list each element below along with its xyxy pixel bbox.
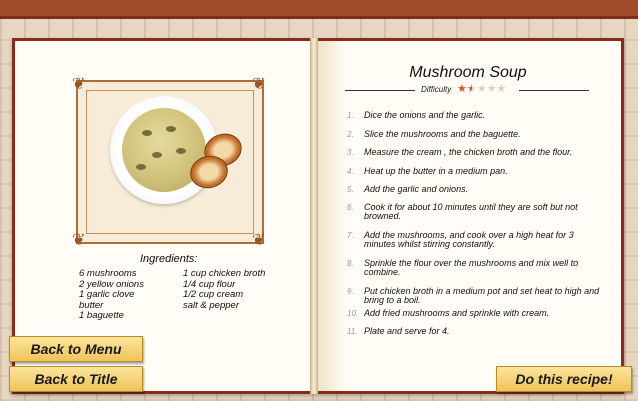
ingredient-item: 1 garlic clove: [79, 289, 135, 300]
ingredient-item: butter: [79, 299, 104, 311]
ingredients-heading: Ingredients:: [140, 253, 198, 265]
recipe-step: [345, 327, 605, 341]
ingredient-item: 1 cup chicken broth: [183, 268, 266, 279]
step-text: Sprinkle the flour over the mushrooms and mix well to combine.: [364, 258, 579, 277]
step-number: 5.: [347, 185, 354, 194]
recipe-step: [345, 287, 605, 309]
recipe-step: [345, 309, 605, 327]
do-this-recipe-button[interactable]: Do this recipe!: [496, 366, 632, 392]
book-spine: [310, 38, 318, 394]
recipe-step: [345, 259, 605, 287]
recipe-step: [345, 130, 605, 148]
recipe-step: [345, 203, 605, 231]
step-text: Add the mushrooms, and cook over a high heat for 3 minutes whilst stirring constantly.: [364, 230, 574, 249]
step-text: Plate and serve for 4.: [364, 326, 450, 336]
recipe-step: [345, 185, 605, 203]
star-icon: ★: [496, 82, 507, 95]
ingredient-item: 1/2 cup cream: [183, 289, 244, 300]
step-number: 3.: [347, 148, 354, 157]
ingredients-column-2: [183, 269, 265, 311]
ingredient-item: 1 baguette: [79, 310, 124, 321]
divider-line: [345, 90, 415, 91]
frame-corner-ornament-icon: ❦: [72, 230, 86, 249]
step-number: 2.: [347, 130, 354, 139]
ingredient-item: 6 mushrooms: [79, 268, 137, 279]
step-number: 8.: [347, 259, 354, 268]
frame-corner-ornament-icon: ❦: [72, 74, 86, 93]
recipe-step: [345, 111, 605, 130]
step-text: Cook it for about 10 minutes until they are soft but not browned.: [364, 202, 578, 221]
step-number: 9.: [347, 287, 354, 296]
step-text: Add the garlic and onions.: [364, 184, 469, 194]
back-to-title-button[interactable]: Back to Title: [9, 366, 143, 392]
mushroom-slice: [142, 130, 152, 136]
step-text: Measure the cream , the chicken broth and the flour.: [364, 147, 573, 157]
recipe-step: [345, 148, 605, 167]
recipe-title: Mushroom Soup: [409, 64, 527, 81]
mushroom-slice: [136, 164, 146, 170]
star-icon: ★: [486, 82, 497, 95]
step-number: 6.: [347, 203, 354, 212]
step-number: 11.: [347, 327, 358, 336]
top-border-band: [0, 0, 638, 19]
back-to-menu-button[interactable]: Back to Menu: [9, 336, 143, 362]
difficulty-row: [345, 84, 589, 96]
step-number: 7.: [347, 231, 354, 240]
mushroom-slice: [152, 152, 162, 158]
recipe-step: [345, 231, 605, 259]
step-number: 1.: [347, 111, 354, 120]
frame-corner-ornament-icon: ❦: [252, 230, 266, 249]
recipe-steps-list: [345, 111, 605, 341]
star-icon: ★: [466, 82, 477, 95]
divider-line: [519, 90, 589, 91]
frame-corner-ornament-icon: ❦: [252, 74, 266, 93]
mushroom-slice: [176, 148, 186, 154]
ingredient-item: 2 yellow onions: [79, 278, 144, 290]
star-icon: ★: [457, 82, 467, 95]
step-text: Add fried mushrooms and sprinkle with cream.: [364, 308, 550, 318]
step-text: Heat up the butter in a medium pan.: [364, 166, 508, 176]
difficulty-label: Difficulty: [421, 85, 452, 94]
ingredients-column-1: [79, 269, 144, 322]
step-text: Dice the onions and the garlic.: [364, 110, 486, 120]
star-icon: ★: [476, 82, 487, 95]
mushroom-slice: [166, 126, 176, 132]
step-number: 4.: [347, 167, 354, 176]
step-number: 10.: [347, 309, 359, 318]
difficulty-stars: [457, 82, 506, 95]
ingredient-item: salt & pepper: [183, 299, 239, 311]
step-text: Put chicken broth in a medium pot and set heat to high and bring to a boil.: [364, 286, 600, 305]
recipe-step: [345, 167, 605, 185]
step-text: Slice the mushrooms and the baguette.: [364, 129, 521, 139]
ingredient-item: 1/4 cup flour: [183, 278, 236, 290]
